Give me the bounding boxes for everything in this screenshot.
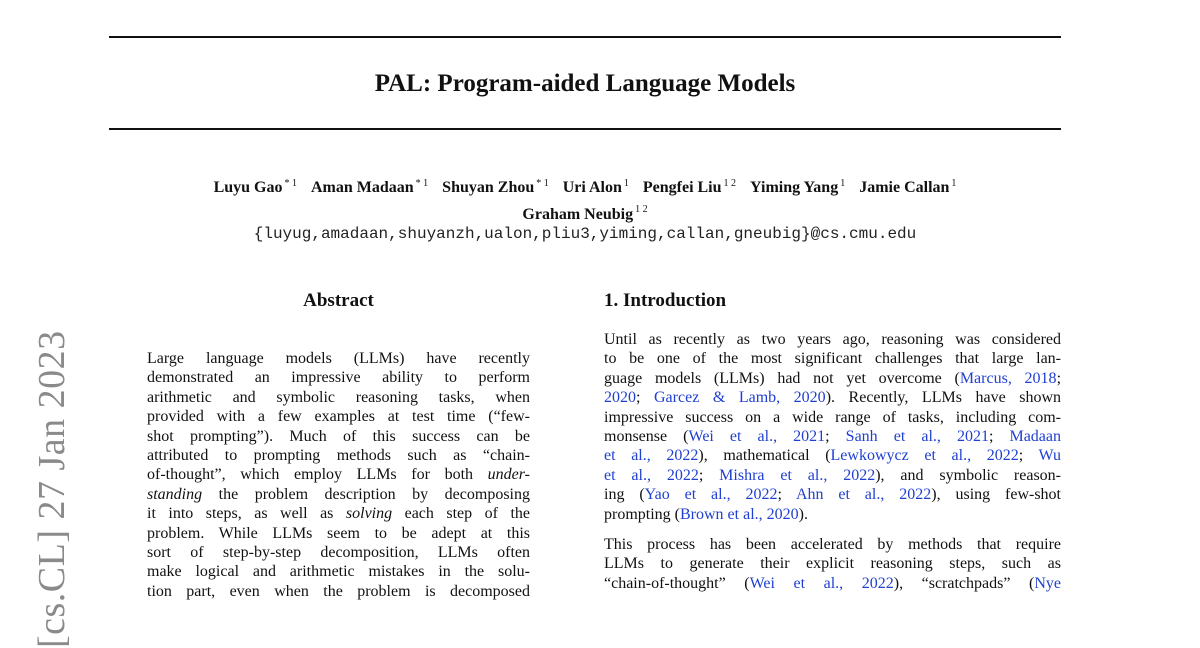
text-run: ), “scratchpads” ( — [893, 574, 1035, 592]
text-line — [604, 446, 1061, 465]
citation-link[interactable]: Brown et al., 2020 — [680, 505, 799, 523]
top-rule — [109, 36, 1061, 38]
text-run: demonstrated an impressive ability to perform — [147, 369, 530, 387]
author-name: Uri Alon $^1$ — [562, 178, 629, 197]
citation-link[interactable]: Ahn et al., 2022 — [795, 486, 932, 504]
introduction-body — [604, 330, 1061, 648]
text-line — [604, 535, 1061, 554]
text-line — [147, 349, 530, 368]
arxiv-stamp: [cs.CL] 27 Jan 2023 — [31, 330, 73, 648]
text-run: to be one of the most significant challenges that large lan- — [604, 350, 1061, 368]
citation-link[interactable]: Marcus, 2018 — [959, 369, 1057, 387]
abstract-body — [147, 349, 530, 648]
emphasis-text: standing — [147, 485, 203, 503]
bottom-rule — [109, 128, 1061, 130]
text-run: attributed to prompting methods such as “chain- — [147, 446, 530, 464]
text-line — [147, 543, 530, 562]
text-line — [604, 330, 1061, 349]
author-affiliation: * 1 — [284, 178, 297, 189]
text-run: ; — [698, 466, 720, 484]
paragraph-gap — [604, 524, 1061, 535]
author-emails: {luyug,amadaan,shuyanzh,ualon,pliu3,yiming,callan,gneubig}@cs.cmu.edu — [253, 225, 917, 243]
citation-link[interactable]: Lewkowycz et al., 2022 — [830, 447, 1019, 465]
text-line — [604, 554, 1061, 573]
text-run: monsense ( — [604, 427, 689, 445]
text-run: prompting ( — [604, 505, 680, 523]
emphasis-text: solving — [345, 505, 393, 523]
author-name: Pengfei Liu $^{1 2}$ — [642, 178, 737, 197]
author-affiliation: 1 2 — [635, 204, 648, 216]
text-line — [147, 446, 530, 465]
text-line — [604, 505, 1061, 524]
text-line — [147, 427, 530, 446]
text-line — [604, 574, 1061, 593]
citation-link[interactable]: Madaan — [1009, 427, 1061, 445]
text-line — [604, 427, 1061, 446]
paper-title: PAL: Program-aided Language Models — [374, 70, 796, 97]
text-run: of-thought”, which employ LLMs for both — [147, 466, 488, 484]
text-run: LLMs to generate their explicit reasoning steps, such as — [604, 555, 1061, 573]
text-run: ). Recently, LLMs have shown — [825, 389, 1061, 407]
author-affiliation: 1 2 — [723, 178, 737, 189]
text-line — [604, 485, 1061, 504]
text-run: each step of the — [392, 505, 530, 523]
author-affiliation: 1 — [951, 178, 957, 189]
text-run: guage models (LLMs) had not yet overcome ( — [604, 369, 960, 387]
citation-link[interactable]: et al., 2022 — [604, 466, 699, 484]
text-run: “chain-of-thought” ( — [604, 574, 750, 592]
author-name: Luyu Gao $^{* 1}$ — [213, 178, 297, 197]
text-line — [147, 407, 530, 426]
text-run: ing ( — [604, 486, 645, 504]
text-run: it into steps, as well as — [147, 505, 346, 523]
author-affiliation: 1 — [840, 178, 846, 189]
text-run: ; — [1056, 369, 1061, 387]
text-run: ; — [825, 427, 846, 445]
author-affiliation: * 1 — [536, 178, 549, 189]
citation-link[interactable]: Wei et al., 2022 — [749, 574, 894, 592]
author-list — [109, 173, 1061, 226]
citation-link[interactable]: Wei et al., 2021 — [688, 427, 826, 445]
text-run: ), mathematical ( — [698, 447, 831, 465]
text-run: Large language models (LLMs) have recently — [147, 350, 530, 367]
citation-link[interactable]: Yao et al., 2022 — [644, 486, 778, 504]
text-run: impressive success on a wide range of tasks, including com- — [604, 408, 1061, 426]
text-line — [147, 368, 530, 387]
text-line — [147, 582, 530, 601]
text-line — [604, 349, 1061, 368]
text-line — [147, 562, 530, 581]
text-run: arithmetic and symbolic reasoning tasks, when — [147, 388, 530, 406]
text-line — [604, 408, 1061, 427]
citation-link[interactable]: Wu — [1038, 447, 1061, 465]
text-line — [147, 388, 530, 407]
text-run: sort of step-by-step decomposition, LLMs often — [147, 543, 530, 561]
text-line — [147, 524, 530, 543]
author-name: Shuyan Zhou $^{* 1}$ — [442, 178, 549, 197]
text-run: ), using few-shot — [931, 486, 1061, 504]
text-line — [147, 465, 530, 484]
text-run: make logical and arithmetic mistakes in the solu- — [147, 563, 530, 581]
text-line — [604, 466, 1061, 485]
abstract-heading: Abstract — [303, 290, 374, 311]
text-run: provided with a few examples at test time (“few- — [147, 408, 530, 426]
text-run: ; — [1018, 447, 1039, 465]
text-run: ; — [777, 486, 796, 504]
text-line — [147, 485, 530, 504]
citation-link[interactable]: Nye — [1034, 574, 1061, 592]
text-run: tion part, even when the problem is decomposed — [147, 582, 530, 600]
emphasis-text: under- — [487, 466, 530, 484]
citation-link[interactable]: et al., 2022 — [604, 447, 699, 465]
text-run: Until as recently as two years ago, reasoning was considered — [604, 331, 1061, 348]
author-name: Graham Neubig $^{1 2}$ — [522, 204, 648, 223]
text-run: ). — [798, 505, 808, 523]
text-line — [147, 504, 530, 523]
text-run: This process has been accelerated by methods that require — [604, 535, 1061, 553]
citation-link[interactable]: Garcez & Lamb, 2020 — [654, 389, 826, 407]
text-run: ; — [636, 389, 654, 407]
author-name: Yiming Yang $^1$ — [750, 178, 846, 197]
citation-link[interactable]: 2020 — [604, 389, 636, 407]
text-line — [604, 388, 1061, 407]
citation-link[interactable]: Sanh et al., 2021 — [845, 427, 989, 445]
text-run: the problem description by decomposing — [202, 485, 530, 503]
author-affiliation: * 1 — [415, 178, 429, 189]
author-affiliation: 1 — [623, 178, 629, 189]
text-run: problem. While LLMs seem to be adept at this — [147, 524, 530, 542]
citation-link[interactable]: Mishra et al., 2022 — [719, 466, 876, 484]
author-name: Aman Madaan $^{* 1}$ — [310, 178, 429, 197]
author-name: Jamie Callan $^1$ — [859, 178, 957, 197]
text-line — [604, 369, 1061, 388]
text-run: ), and symbolic reason- — [875, 466, 1061, 484]
text-run: ; — [988, 427, 1010, 445]
text-run: shot prompting”). Much of this success can be — [147, 427, 530, 445]
introduction-heading: 1. Introduction — [604, 290, 727, 311]
